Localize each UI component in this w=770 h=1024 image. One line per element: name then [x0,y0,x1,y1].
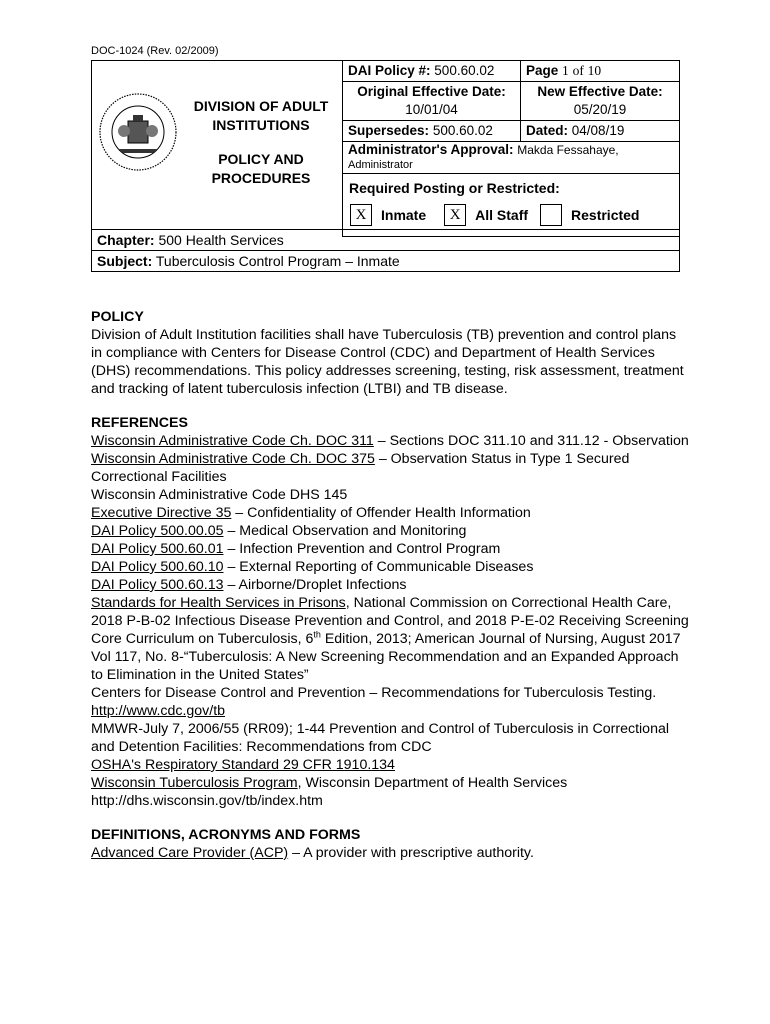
reference-text: , National Commission on Correctional Health Care, 2018 P-B-02 Infectious Disease Prevention and Control, and 2018 P-E-02 Receiving Screening [91,595,689,629]
new-date-label: New Effective Date: [537,84,663,99]
reference-item [91,594,691,630]
reference-item [91,576,691,594]
reference-link[interactable]: DAI Policy 500.00.05 [91,523,224,539]
supersedes-label: Supersedes: [348,123,430,138]
reference-item [91,432,691,450]
reference-text: Core Curriculum on Tuberculosis, 6 [91,631,314,647]
reference-item [91,522,691,540]
reference-link[interactable]: Wisconsin Administrative Code Ch. DOC 375 [91,451,375,467]
all-staff-checkbox[interactable]: X [444,204,466,226]
page-total: 10 [587,63,602,78]
reference-text: – Medical Observation and Monitoring [223,523,467,539]
reference-text: – Confidentiality of Offender Health Information [231,505,531,521]
policy-number-value: 500.60.02 [434,63,495,78]
chapter-subject-table [91,229,680,272]
reference-text: – Sections DOC 311.10 and 311.12 - Observation [373,433,689,449]
dated-value: 04/08/19 [571,123,625,138]
restricted-checkbox[interactable] [540,204,562,226]
reference-item: http://dhs.wisconsin.gov/tb/index.htm [91,793,323,809]
definition-text: – A provider with prescriptive authority. [288,845,534,861]
policy-text: Division of Adult Institution facilities shall have Tuberculosis (TB) prevention and control plans in compliance with Centers for Disease Control (CDC) and Department of Health Services (DHS) recommendations. This policy addresses screening, testing, risk assessment, treatment and tracking of latent tuberculosis infection (LTBI) and TB disease. [91,327,684,397]
division-title: DIVISION OF ADULT INSTITUTIONS [193,98,329,133]
chapter-row [92,230,680,251]
superscript: th [313,629,321,640]
reference-item [91,540,691,558]
policy-header-table [91,60,680,237]
posting-cell [343,174,680,199]
new-date-value: 05/20/19 [573,102,627,117]
reference-item [91,684,691,720]
new-date-cell [521,82,680,121]
subject-value: Tuberculosis Control Program – Inmate [155,253,400,269]
supersedes-cell [343,121,521,142]
policy-heading: POLICY [91,309,144,325]
definition-item [91,844,691,862]
reference-link[interactable]: Wisconsin Tuberculosis Program [91,775,298,791]
reference-item [91,558,691,576]
definitions-heading: DEFINITIONS, ACRONYMS AND FORMS [91,827,361,843]
reference-link[interactable]: Wisconsin Administrative Code Ch. DOC 311 [91,433,374,449]
reference-item [91,630,691,684]
policy-number-label: DAI Policy #: [348,63,431,78]
dated-label: Dated: [526,123,569,138]
reference-text: Centers for Disease Control and Prevention – Recommendations for Tuberculosis Testing. [91,685,657,701]
reference-link[interactable]: Standards for Health Services in Prisons [91,595,346,611]
page-label: Page [526,63,559,78]
chapter-label: Chapter: [97,232,155,248]
reference-text: – External Reporting of Communicable Diseases [223,559,534,575]
reference-link[interactable]: DAI Policy 500.60.10 [91,559,224,575]
dated-cell [521,121,680,142]
reference-text: – Airborne/Droplet Infections [223,577,407,593]
all-staff-label: All Staff [475,207,529,223]
page-number: 1 [562,63,569,78]
reference-text: – Observation Status in Type 1 Secured Correctional Facilities [91,451,630,485]
approval-title: Administrator [348,159,413,171]
approval-label: Administrator's Approval: [348,142,514,157]
state-seal-icon [97,91,179,173]
inmate-label: Inmate [381,207,427,223]
reference-link[interactable]: DAI Policy 500.60.13 [91,577,224,593]
definition-term-link[interactable]: Advanced Care Provider (ACP) [91,845,289,861]
reference-item [91,504,691,522]
chapter-value: 500 Health Services [158,232,284,248]
approval-cell [343,142,680,174]
reference-text: , Wisconsin Department of Health Services [297,775,568,791]
reference-link[interactable]: http://www.cdc.gov/tb [91,703,226,719]
division-cell [92,61,343,237]
reference-item: Wisconsin Administrative Code DHS 145 [91,487,348,503]
subject-row [92,251,680,272]
policy-number-cell [343,61,521,82]
references-heading: REFERENCES [91,415,188,431]
original-date-value: 10/01/04 [405,102,458,117]
reference-item [91,756,691,774]
reference-item [91,450,691,486]
reference-link[interactable]: OSHA's Respiratory Standard 29 CFR 1910.134 [91,757,395,773]
reference-item: MMWR-July 7, 2006/55 (RR09); 1-44 Prevention and Control of Tuberculosis in Correctional and Detention Facilities: Recommendations from CDC [91,721,670,755]
approval-name: Makda Fessahaye, [517,143,619,157]
supersedes-value: 500.60.02 [432,123,493,138]
original-date-cell [343,82,521,121]
page-cell [521,61,680,82]
reference-item [91,774,691,792]
original-date-label: Original Effective Date: [357,84,506,99]
reference-link[interactable]: Executive Directive 35 [91,505,232,521]
document-body [91,308,691,862]
document-type-title: POLICY AND PROCEDURES [211,151,311,186]
reference-text: – Infection Prevention and Control Program [223,541,501,557]
posting-label: Required Posting or Restricted: [349,180,560,196]
form-number: DOC-1024 (Rev. 02/2009) [91,45,219,57]
restricted-label: Restricted [571,207,640,223]
subject-label: Subject: [97,253,153,269]
reference-text: Edition, 2013; American Journal of Nursing, August 2017 Vol 117, No. 8-“Tuberculosis: A New Screening Recommendation and an Expanded Approach to Elimination in the United States” [91,631,681,683]
inmate-checkbox[interactable]: X [350,204,372,226]
reference-link[interactable]: DAI Policy 500.60.01 [91,541,224,557]
page-of: of [572,63,584,78]
